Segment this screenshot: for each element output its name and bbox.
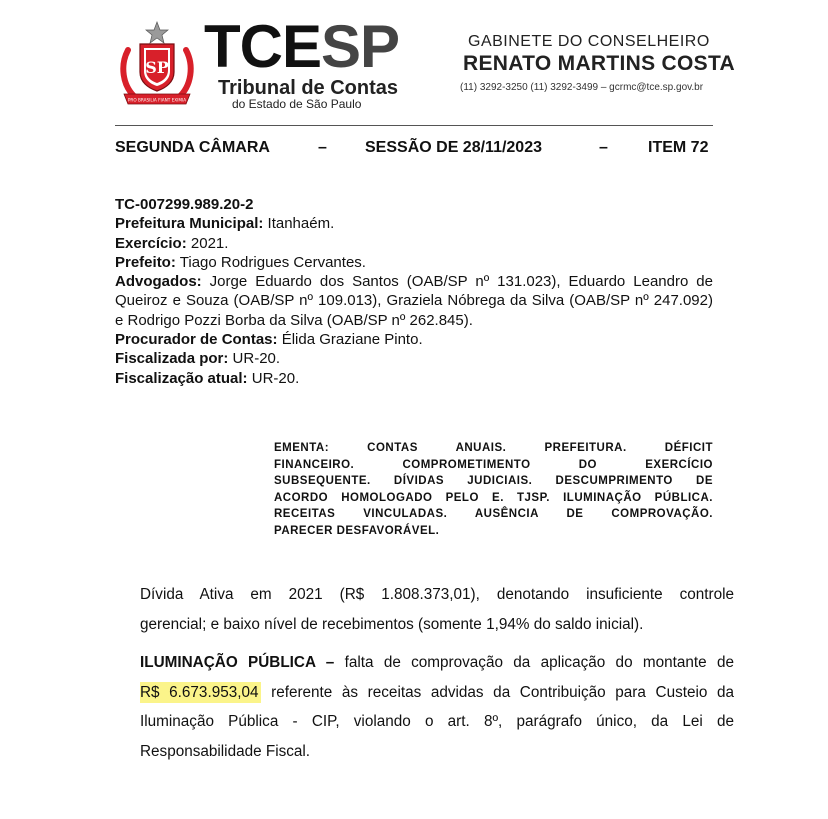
body-line: [140, 678, 734, 708]
body-line: Dívida Ativa em 2021 (R$ 1.808.373,01), denotando insuficiente controle: [140, 586, 734, 603]
mayor-value: Tiago Rodrigues Cervantes.: [179, 253, 366, 271]
ementa-line: ACORDO HOMOLOGADO PELO E. TJSP. ILUMINAÇÃO PÚBLICA.: [274, 491, 713, 504]
lawyers-label: Advogados:: [115, 273, 202, 291]
body-line: Responsabilidade Fiscal.: [140, 742, 311, 760]
office-title: GABINETE DO CONSELHEIRO: [468, 33, 710, 50]
brand-sp: SP: [321, 13, 400, 80]
ementa-line: FINANCEIRO. COMPROMETIMENTO DO EXERCÍCIO: [274, 458, 713, 471]
header-divider: [115, 125, 713, 126]
session-dash: –: [599, 139, 608, 156]
section-heading: ILUMINAÇÃO PÚBLICA –: [140, 654, 335, 672]
lawyers-value: Jorge Eduardo dos Santos (OAB/SP nº 131.023), Eduardo Leandro de Queiroz e Souza (OAB/SP nº 109.013), Graziela Nóbrega da Silva (OAB/SP nº 247.092) e Rodrigo Pozzi Borba da Silva (OAB/SP nº 262.845).: [115, 273, 713, 329]
session-date: SESSÃO DE 28/11/2023: [365, 139, 542, 156]
ementa-block: [274, 440, 713, 539]
process-info: [115, 195, 713, 388]
municipality-label: Prefeitura Municipal:: [115, 215, 264, 233]
ementa-line: PARECER DESFAVORÁVEL.: [274, 524, 440, 537]
body-line: gerencial; e baixo nível de recebimentos (somente 1,94% do saldo inicial).: [140, 615, 644, 633]
session-dash: –: [318, 139, 327, 156]
mayor-label: Prefeito:: [115, 253, 176, 271]
body-line: Iluminação Pública - CIP, violando o art. 8º, parágrafo único, da Lei de: [140, 713, 734, 731]
brand-wordmark: [204, 13, 400, 80]
body-excerpt: [140, 580, 734, 767]
year-value: 2021.: [190, 234, 229, 252]
brand-tc: TCE: [204, 13, 321, 80]
office-name: RENATO MARTINS COSTA: [463, 52, 735, 75]
ementa-line: RECEITAS VINCULADAS. AUSÊNCIA DE COMPROVAÇÃO.: [274, 508, 713, 520]
session-item: ITEM 72: [648, 139, 709, 156]
body-text: falta de comprovação da aplicação do montante de: [344, 654, 734, 672]
current-audit-label: Fiscalização atual:: [115, 369, 248, 387]
brand-subtitle: Tribunal de Contas: [218, 77, 399, 99]
seal-sp-text: SP: [145, 58, 169, 77]
body-text: referente às receitas advidas da Contribuição para Custeio da: [271, 683, 734, 701]
prosecutor-value: Élida Graziane Pinto.: [281, 331, 423, 349]
ementa-line: SUBSEQUENTE. DÍVIDAS JUDICIAIS. DESCUMPRIMENTO DE: [274, 475, 713, 487]
highlighted-amount: R$ 6.673.953,04: [140, 682, 261, 703]
current-audit-value: UR-20.: [251, 369, 300, 387]
tcesp-seal-logo: [118, 20, 196, 112]
body-line: [140, 648, 734, 678]
audited-value: UR-20.: [232, 350, 281, 368]
brand-subtitle-state: do Estado de São Paulo: [232, 97, 362, 111]
process-number: TC-007299.989.20-2: [115, 196, 254, 213]
audited-label: Fiscalizada por:: [115, 350, 229, 368]
session-chamber: SEGUNDA CÂMARA: [115, 139, 270, 156]
office-contact: (11) 3292-3250 (11) 3292-3499 – gcrmc@tce.sp.gov.br: [460, 82, 704, 93]
seal-motto: PRO BRASILIA FIANT EXIMIA: [127, 97, 187, 103]
prosecutor-label: Procurador de Contas:: [115, 331, 278, 349]
ementa-line: EMENTA: CONTAS ANUAIS. PREFEITURA. DÉFICIT: [274, 442, 713, 454]
year-label: Exercício:: [115, 234, 187, 252]
municipality-value: Itanhaém.: [267, 215, 335, 233]
